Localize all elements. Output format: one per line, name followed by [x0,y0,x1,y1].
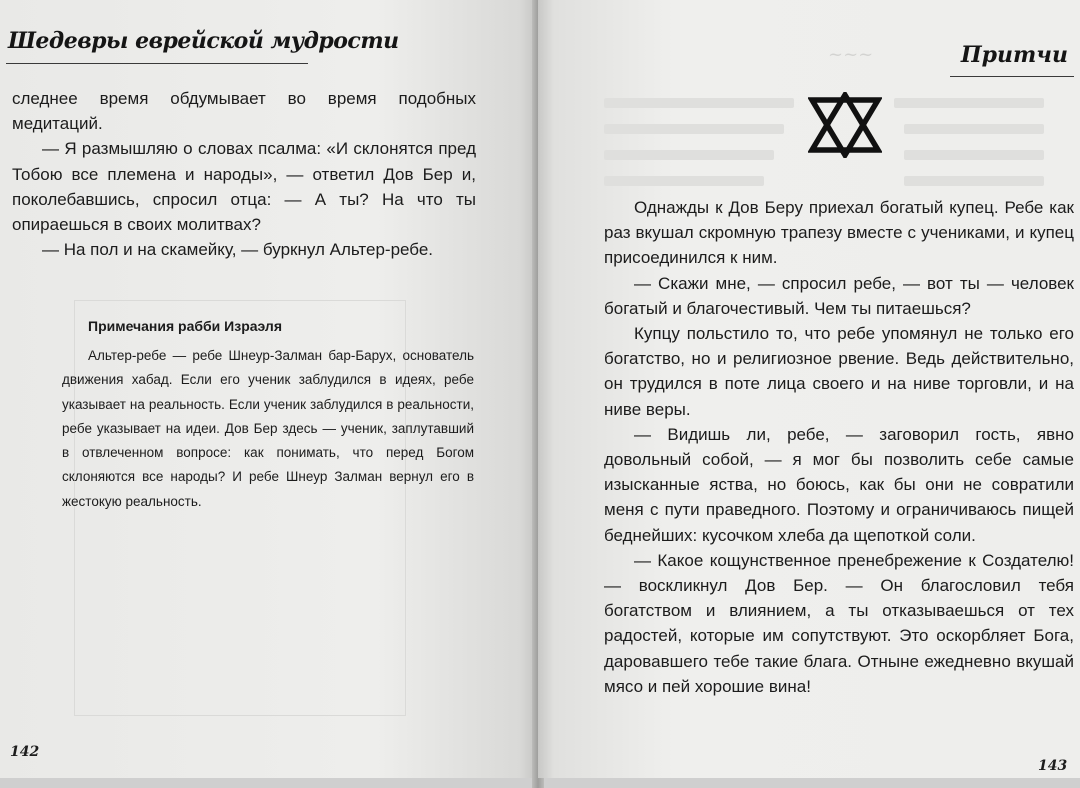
right-page [538,0,1080,778]
paragraph: — Какое кощунственное пренебрежение к Создателю! — воскликнул Дов Бер. — Он благословил тебя богатством и влиянием, а ты отказываешься от тех радостей, которые им сопутствуют. Это оскорбляет Бога, даровавшего тебе такие блага. Отныне ежедневно вкушай мясо и пей хорошие вина! [604,550,1074,696]
page-number-right: 143 [1038,758,1068,774]
header-rule-right [950,76,1074,77]
star-of-david-icon [808,92,882,158]
show-through-line [604,98,794,108]
note-paragraph: Альтер-ребе — ребе Шнеур-Залман бар-Барух, основатель движения хабад. Если его ученик заблудился в идеях, ребе указывает на реальность. Если ученик заблудился в реальности, ребе указывает на идеи. Дов Бер здесь — ученик, заплутавший в отвлеченном вопросе: как понимать, что перед Богом склоняются все народы? И ребе Шнеур Залман вернул его в жестокую реальность. [62,348,474,509]
left-page [0,0,536,778]
paragraph: следнее время обдумывает во время подобных медитаций. [12,89,476,134]
paragraph: Однажды к Дов Беру приехал богатый купец. Ребе как раз вкушал скромную трапезу вместе с учениками, и купец присоединился к ним. [604,198,1074,268]
right-body-text [604,195,1074,699]
running-head-left: Шедевры еврейской мудрости [8,28,399,54]
paragraph: Купцу польстило то, что ребе упомянул не только его богатство, но и религиозное рвение. Ведь действительно, он трудился в поте лица своего и на ниве торговли, и на ниве веры. [604,324,1074,419]
show-through-line [604,176,764,186]
show-through-line [904,176,1044,186]
note-body [62,344,474,514]
page-number-left: 142 [10,744,40,760]
header-rule-left [6,63,308,64]
show-through-line [894,98,1044,108]
paragraph: — Видишь ли, ребе, — заговорил гость, явно довольный собой, — я мог бы позволить себе самые изысканные яства, но боюсь, как бы они не совратили меня с пути праведного. Поэтому и ограничиваюсь пищей беднейших: кусочком хлеба да щепоткой соли. [604,424,1074,545]
paragraph: — На пол и на скамейку, — буркнул Альтер-ребе. [42,240,434,260]
paragraph: — Скажи мне, — спросил ребе, — вот ты — человек богатый и благочестивый. Чем ты питаешься? [604,273,1074,318]
note-heading: Примечания рабби Израэля [88,318,282,334]
paragraph: — Я размышляю о словах псалма: «И склонятся пред Тобою все племена и народы», — ответил Дов Бер и, поколебавшись, спросил отца: — А ты? На что ты опираешься в своих молитвах? [12,139,476,235]
show-through-line [904,150,1044,160]
left-body-text [12,86,476,262]
show-through-head: ~~~ [828,44,874,65]
show-through-line [604,124,784,134]
show-through-line [904,124,1044,134]
running-head-right: Притчи [960,42,1068,68]
show-through-line [604,150,774,160]
